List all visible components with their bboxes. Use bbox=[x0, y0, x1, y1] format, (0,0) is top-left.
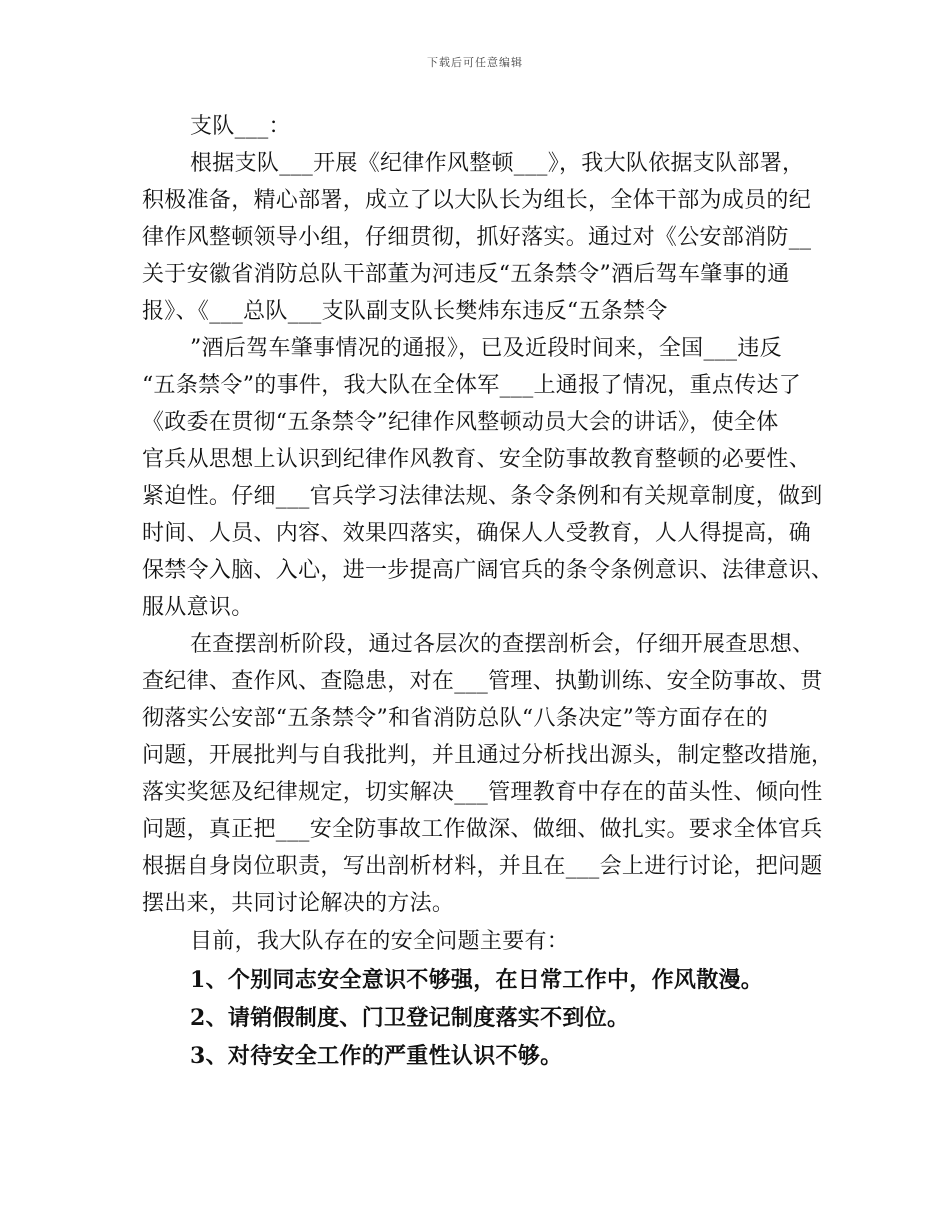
list-item: 2、请销假制度、门卫登记制度落实不到位。 bbox=[190, 1005, 630, 1031]
body-line: 紧迫性。仔细___官兵学习法律法规、条令条例和有关规章制度，做到 bbox=[142, 484, 823, 509]
body-line: 摆出来，共同讨论解决的方法。 bbox=[142, 891, 455, 916]
body-line: 问题，真正把___安全防事故工作做深、做细、做扎实。要求全体官兵 bbox=[142, 817, 823, 842]
body-line: 查纪律、查作风、查隐患，对在___管理、执勤训练、安全防事故、贯 bbox=[142, 669, 823, 694]
salutation-line: 支队___： bbox=[190, 114, 291, 139]
body-line: 根据自身岗位职责，写出剖析材料，并且在___会上进行讨论，把问题 bbox=[142, 854, 823, 879]
body-line: “五条禁令”的事件，我大队在全体军___上通报了情况，重点传达了 bbox=[142, 373, 802, 398]
body-line: 《政委在贯彻“五条禁令”纪律作风整顿动员大会的讲话》，使全体 bbox=[142, 410, 779, 435]
list-item: 1、个别同志安全意识不够强，在日常工作中，作风散漫。 bbox=[190, 967, 764, 993]
body-line: 彻落实公安部“五条禁令”和省消防总队“八条决定”等方面存在的 bbox=[142, 706, 768, 731]
body-line: 关于安徽省消防总队干部董为河违反“五条禁令”酒后驾车肇事的通 bbox=[142, 262, 790, 287]
body-line: 问题，开展批判与自我批判，并且通过分析找出源头，制定整改措施， bbox=[142, 743, 834, 768]
body-line: 保禁令入脑、入心，进一步提高广阔官兵的条令条例意识、法律意识、 bbox=[142, 558, 834, 583]
body-line: 服从意识。 bbox=[142, 595, 254, 620]
body-line: 在查摆剖析阶段，通过各层次的查摆剖析会，仔细开展查思想、 bbox=[190, 632, 815, 657]
list-item: 3、对待安全工作的严重性认识不够。 bbox=[190, 1043, 563, 1069]
body-line: 律作风整顿领导小组，仔细贯彻，抓好落实。通过对《公安部消防__ bbox=[142, 225, 812, 250]
body-line: ”酒后驾车肇事情况的通报》，已及近段时间来，全国___违反 bbox=[190, 336, 782, 361]
body-line: 报》、《___总队___支队副支队长樊炜东违反“五条禁令 bbox=[142, 299, 668, 324]
page-header: 下载后可任意编辑 bbox=[427, 56, 523, 69]
body-line: 落实奖惩及纪律规定，切实解决___管理教育中存在的苗头性、倾向性 bbox=[142, 780, 823, 805]
body-line: 目前，我大队存在的安全问题主要有： bbox=[190, 929, 570, 954]
body-line: 官兵从思想上认识到纪律作风教育、安全防事故教育整顿的必要性、 bbox=[142, 447, 812, 472]
body-line: 根据支队___开展《纪律作风整顿___》，我大队依据支队部署， bbox=[190, 151, 805, 176]
body-line: 时间、人员、内容、效果四落实，确保人人受教育，人人得提高，确 bbox=[142, 521, 812, 546]
body-line: 积极准备，精心部署，成立了以大队长为组长，全体干部为成员的纪 bbox=[142, 188, 812, 213]
